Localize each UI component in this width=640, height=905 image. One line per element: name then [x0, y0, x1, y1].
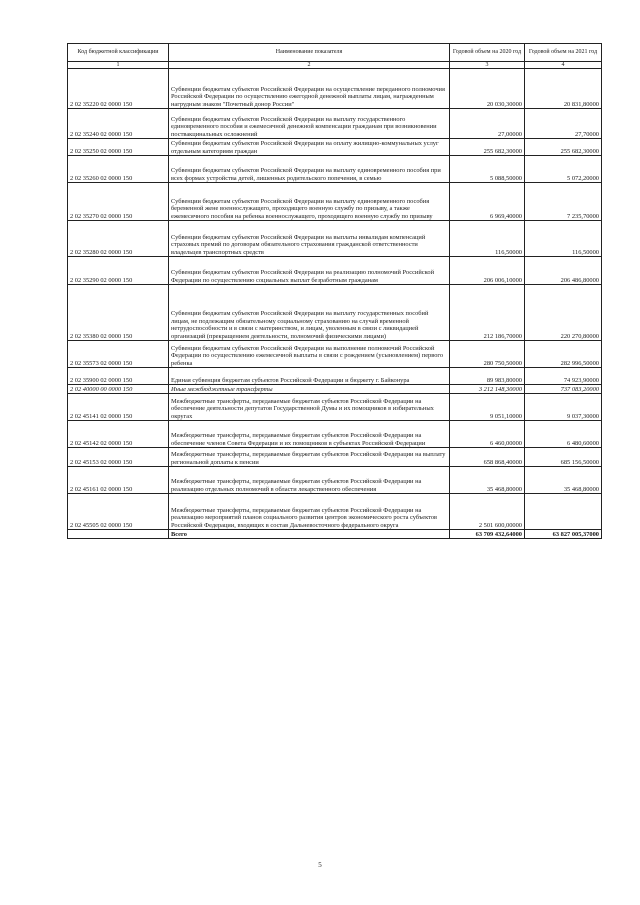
value-2020-cell: 5 088,50000 [450, 156, 525, 183]
table-row [68, 183, 602, 221]
code-cell: 2 02 45141 02 0000 150 [68, 394, 169, 421]
name-cell: Субвенции бюджетам субъектов Российской Федерации на выполнение полномочий Российской Федерации по осуществлению ежемесячной выплаты в связи с рождением (усыновлением) первого ребенка [169, 341, 450, 368]
table-row [68, 139, 602, 156]
value-2020-cell: 27,00000 [450, 109, 525, 139]
code-cell: 2 02 45505 02 0000 150 [68, 494, 169, 530]
code-cell: 2 02 35220 02 0000 150 [68, 69, 169, 109]
value-2021-cell: 7 235,70000 [525, 183, 602, 221]
page-number: 5 [318, 861, 322, 869]
code-cell: 2 02 40000 00 0000 150 [68, 385, 169, 394]
name-cell: Межбюджетные трансферты, передаваемые бюджетам субъектов Российской Федерации на обеспечение деятельности депутатов Государственной Думы и их помощников в избирательных округах [169, 394, 450, 421]
code-cell: 2 02 35290 02 0000 150 [68, 257, 169, 285]
code-cell: 2 02 45142 02 0000 150 [68, 421, 169, 448]
table-row [68, 467, 602, 494]
value-2021-cell: 9 037,30000 [525, 394, 602, 421]
value-2021-cell: 35 468,80000 [525, 467, 602, 494]
value-2020-cell: 6 969,40000 [450, 183, 525, 221]
value-2020-cell: 6 460,00000 [450, 421, 525, 448]
value-2021-cell: 74 923,90000 [525, 368, 602, 385]
value-2020-cell: 20 030,30000 [450, 69, 525, 109]
name-cell: Субвенции бюджетам субъектов Российской Федерации на оплату жилищно-коммунальных услуг отдельным категориям граждан [169, 139, 450, 156]
name-cell: Межбюджетные трансферты, передаваемые бюджетам субъектов Российской Федерации на обеспечение членов Совета Федерации и их помощников в субъектах Российской Федерации [169, 421, 450, 448]
code-cell: 2 02 35280 02 0000 150 [68, 221, 169, 257]
value-2020-cell: 2 501 600,00000 [450, 494, 525, 530]
code-cell: 2 02 35900 02 0000 150 [68, 368, 169, 385]
table-row [68, 394, 602, 421]
code-cell: 2 02 35270 02 0000 150 [68, 183, 169, 221]
table-row [68, 257, 602, 285]
table-body [68, 69, 602, 539]
budget-table [67, 43, 602, 539]
table-row [68, 385, 602, 394]
name-cell: Иные межбюджетные трансферты [169, 385, 450, 394]
value-2020-cell: 9 051,10000 [450, 394, 525, 421]
name-cell: Субвенции бюджетам субъектов Российской Федерации на выплату государственных пособий лицам, не подлежащим обязательному социальному страхованию на случай временной нетрудоспособности и в связи с материнством, и лицам, уволенным в связи с ликвидацией организаций (прекращением деятельности, полномочий физическими лицами) [169, 285, 450, 341]
header-name: Наименование показателя [169, 44, 450, 62]
value-2021-cell [525, 494, 602, 530]
value-2021-cell: 220 270,80000 [525, 285, 602, 341]
name-cell: Субвенции бюджетам субъектов Российской Федерации на выплату государственного единовременного пособия и ежемесячной денежной компенсации гражданам при возникновении поствакцинальных осложнений [169, 109, 450, 139]
value-2020-cell: 63 709 432,64000 [450, 530, 525, 539]
table-row [68, 285, 602, 341]
table-row [68, 494, 602, 530]
value-2021-cell: 27,70000 [525, 109, 602, 139]
code-cell: 2 02 35260 02 0000 150 [68, 156, 169, 183]
column-number: 1 [68, 62, 169, 69]
column-number-row [68, 62, 602, 69]
value-2021-cell: 6 480,60000 [525, 421, 602, 448]
header-2021: Годовой объем на 2021 год [525, 44, 602, 62]
name-cell: Субвенции бюджетам субъектов Российской Федерации на реализацию полномочий Российской Федерации по осуществлению социальных выплат безработным гражданам [169, 257, 450, 285]
value-2020-cell: 116,50000 [450, 221, 525, 257]
table-row [68, 341, 602, 368]
name-cell: Субвенции бюджетам субъектов Российской Федерации на выплату единовременного пособия беременной жене военнослужащего, проходящего военную службу по призыву, а также ежемесячного пособия на ребенка военнослужащего, проходящего военную службу по призыву [169, 183, 450, 221]
value-2020-cell: 89 983,80000 [450, 368, 525, 385]
code-cell: 2 02 35250 02 0000 150 [68, 139, 169, 156]
code-cell: 2 02 35573 02 0000 150 [68, 341, 169, 368]
table-row [68, 69, 602, 109]
value-2021-cell: 737 083,20000 [525, 385, 602, 394]
header-code: Код бюджетной классификации [68, 44, 169, 62]
column-number: 4 [525, 62, 602, 69]
code-cell: 2 02 45161 02 0000 150 [68, 467, 169, 494]
value-2020-cell: 280 750,50000 [450, 341, 525, 368]
total-row [68, 530, 602, 539]
value-2021-cell: 206 486,80000 [525, 257, 602, 285]
value-2020-cell: 658 868,40000 [450, 448, 525, 467]
budget-table-sheet [67, 43, 601, 539]
table-row [68, 368, 602, 385]
name-cell: Всего [169, 530, 450, 539]
value-2020-cell: 206 006,10000 [450, 257, 525, 285]
value-2021-cell: 282 996,50000 [525, 341, 602, 368]
name-cell: Межбюджетные трансферты, передаваемые бюджетам субъектов Российской Федерации на выплату региональной доплаты к пенсии [169, 448, 450, 467]
code-cell: 2 02 35240 02 0000 150 [68, 109, 169, 139]
table-row [68, 109, 602, 139]
table-header-row [68, 44, 602, 62]
name-cell: Межбюджетные трансферты, передаваемые бюджетам субъектов Российской Федерации на реализацию отдельных полномочий в области лекарственного обеспечения [169, 467, 450, 494]
name-cell: Субвенции бюджетам субъектов Российской Федерации на осуществление переданного полномочия Российской Федерации по осуществлению ежегодной денежной выплаты лицам, награжденным нагрудным знаком "Почетный донор России" [169, 69, 450, 109]
code-cell [68, 530, 169, 539]
value-2020-cell: 255 682,30000 [450, 139, 525, 156]
column-number: 3 [450, 62, 525, 69]
name-cell: Субвенции бюджетам субъектов Российской Федерации на выплату единовременного пособия при всех формах устройства детей, лишенных родительского попечения, в семью [169, 156, 450, 183]
table-row [68, 221, 602, 257]
value-2021-cell: 685 156,50000 [525, 448, 602, 467]
value-2021-cell: 63 827 005,37000 [525, 530, 602, 539]
code-cell: 2 02 35380 02 0000 150 [68, 285, 169, 341]
value-2021-cell: 255 682,30000 [525, 139, 602, 156]
name-cell: Субвенции бюджетам субъектов Российской Федерации на выплаты инвалидам компенсаций страховых премий по договорам обязательного страхования гражданской ответственности владельцев транспортных средств [169, 221, 450, 257]
column-number: 2 [169, 62, 450, 69]
table-row [68, 448, 602, 467]
value-2021-cell: 20 831,80000 [525, 69, 602, 109]
value-2020-cell: 35 468,80000 [450, 467, 525, 494]
value-2020-cell: 212 186,70000 [450, 285, 525, 341]
value-2021-cell: 116,50000 [525, 221, 602, 257]
value-2021-cell: 5 072,20000 [525, 156, 602, 183]
name-cell: Межбюджетные трансферты, передаваемые бюджетам субъектов Российской Федерации на реализацию мероприятий планов социального развития центров экономического роста субъектов Российской Федерации, входящих в состав Дальневосточного федерального округа [169, 494, 450, 530]
table-row [68, 156, 602, 183]
value-2020-cell: 3 212 148,30000 [450, 385, 525, 394]
table-row [68, 421, 602, 448]
name-cell: Единая субвенция бюджетам субъектов Российской Федерации и бюджету г. Байконура [169, 368, 450, 385]
code-cell: 2 02 45153 02 0000 150 [68, 448, 169, 467]
header-2020: Годовой объем на 2020 год [450, 44, 525, 62]
